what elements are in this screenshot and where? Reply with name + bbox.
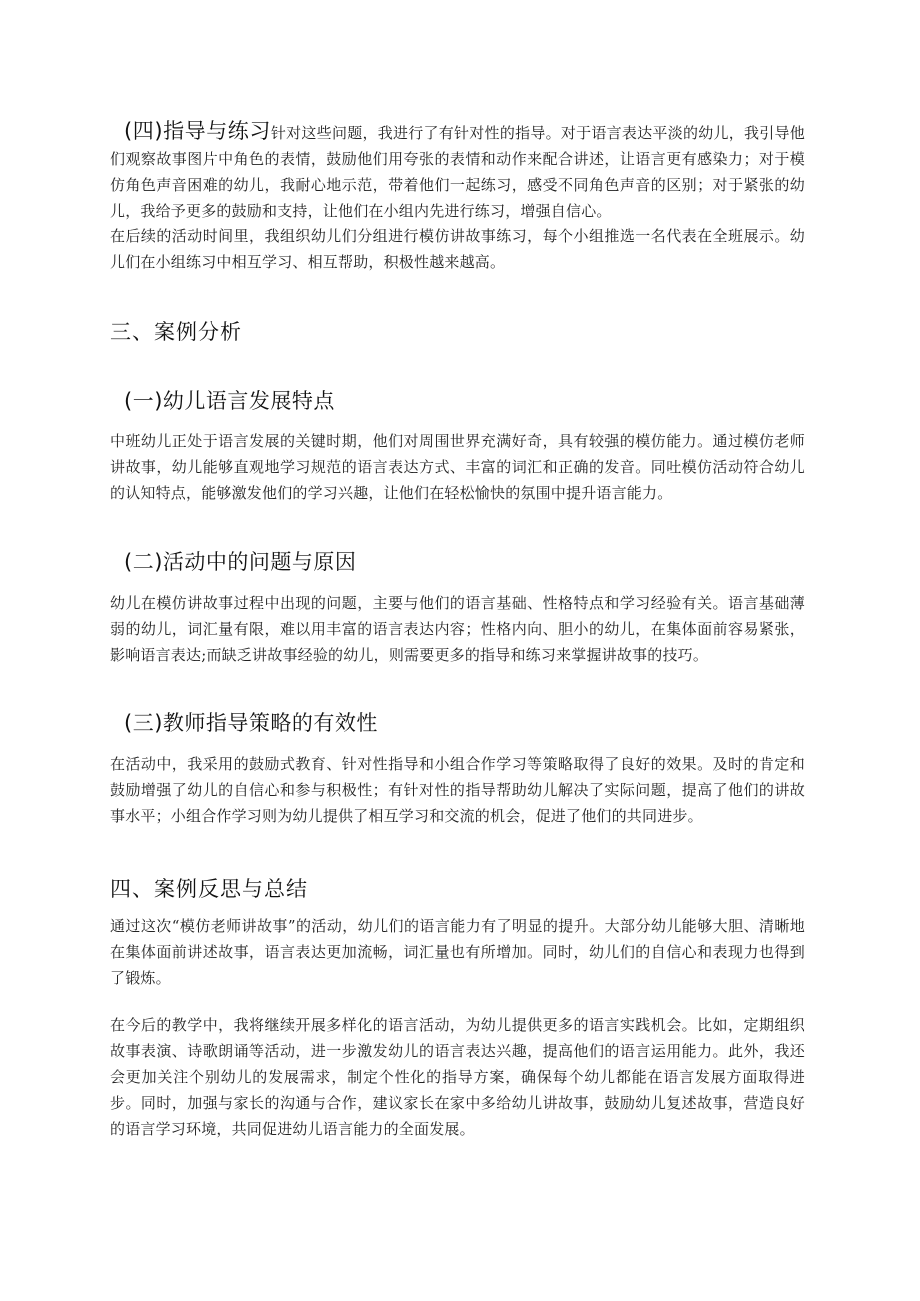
guidance-text: 针对这些问题，我进行了有针对性的指导。对于语言表达平淡的幼儿，我引导他们观察故事图片中角色的表情，鼓励他们用夸张的表情和动作来配合讲述，让语言更有感染力；对于模仿角色声音困难的幼儿，我耐心地示范，带着他们一起练习，感受不同角色声音的区别；对于紧张的幼儿，我给予更多的鼓励和支持，让他们在小组内先进行练习，增强自信心。 [110, 124, 805, 220]
sub1-heading-block [110, 385, 805, 415]
subsection-heading-strategies: (三)教师指导策略的有效性 [124, 711, 378, 735]
language-features-paragraph: 中班幼儿正处于语言发展的关键时期，他们对周围世界充满好奇，具有较强的模仿能力。通过模仿老师讲故事，幼儿能够直观地学习规范的语言表达方式、丰富的词汇和正确的发音。同吐模仿活动符合幼儿的认知特点，能够激发他们的学习兴趣，让他们在轻松愉快的氛围中提升语言能力。 [110, 432, 805, 502]
sub2-text-block [110, 590, 805, 668]
subsection-heading-problems: (二)活动中的问题与原因 [124, 550, 357, 574]
reflection-paragraph-2: 在今后的教学中，我将继续开展多样化的语言活动，为幼儿提供更多的语言实践机会。比如，定期组织故事表演、诗歌朗诵等活动，进一步激发幼儿的语言表达兴趣，提高他们的语言运用能力。此外，我还会更加关注个别幼儿的发展需求，制定个性化的指导方案，确保每个幼儿都能在语言发展方面取得进步。同时，加强与家长的沟通与合作，建议家长在家中多给幼儿讲故事，鼓励幼儿复述故事，营造良好的语言学习环境，共同促进幼儿语言能力的全面发展。 [110, 1016, 805, 1138]
reflection-paragraph-1: 通过这次“模仿老师讲故事”的活动，幼儿们的语言能力有了明显的提升。大部分幼儿能够大胆、清晰地在集体面前讲述故事，语言表达更加流畅，词汇量也有所增加。同时，幼儿们的自信心和表现力也得到了锻炼。 [110, 917, 805, 987]
subsection-heading-guidance: (四)指导与练习 [124, 119, 271, 143]
sub3-heading-block [110, 707, 805, 737]
reflection-heading-block [110, 873, 805, 903]
subsection-heading-language-features: (一)幼儿语言发展特点 [124, 389, 335, 413]
strategies-paragraph: 在活动中，我采用的鼓励式教育、针对性指导和小组合作学习等策略取得了良好的效果。及时的肯定和鼓励增强了幼儿的自信心和参与积极性；有针对性的指导帮助幼儿解决了实际问题，提高了他们的讲故事水平；小组合作学习则为幼儿提供了相互学习和交流的机会，促进了他们的共同进步。 [110, 755, 805, 825]
reflection-para1-block [110, 913, 805, 991]
section-heading-analysis: 三、案例分析 [110, 320, 242, 344]
followup-paragraph: 在后续的活动时间里，我组织幼儿们分组进行模仿讲故事练习，每个小组推选一名代表在全班展示。幼儿们在小组练习中相互学习、相互帮助，积极性越来越高。 [110, 227, 805, 271]
reflection-para2-block [110, 1012, 805, 1142]
section-heading-reflection: 四、案例反思与总结 [110, 877, 308, 901]
sub2-heading-block [110, 546, 805, 576]
guidance-paragraph [110, 118, 805, 224]
sub1-text-block [110, 428, 805, 506]
followup-block [110, 223, 805, 275]
sub3-text-block [110, 751, 805, 829]
section-guidance-practice [110, 118, 805, 224]
analysis-heading-block [110, 316, 805, 346]
problems-paragraph: 幼儿在模仿讲故事过程中出现的问题，主要与他们的语言基础、性格特点和学习经验有关。语言基础薄弱的幼儿，词汇量有限，难以用丰富的语言表达内容；性格内向、胆小的幼儿，在集体面前容易紧张，影响语言表达;而缺乏讲故事经验的幼儿，则需要更多的指导和练习来掌握讲故事的技巧。 [110, 594, 805, 664]
